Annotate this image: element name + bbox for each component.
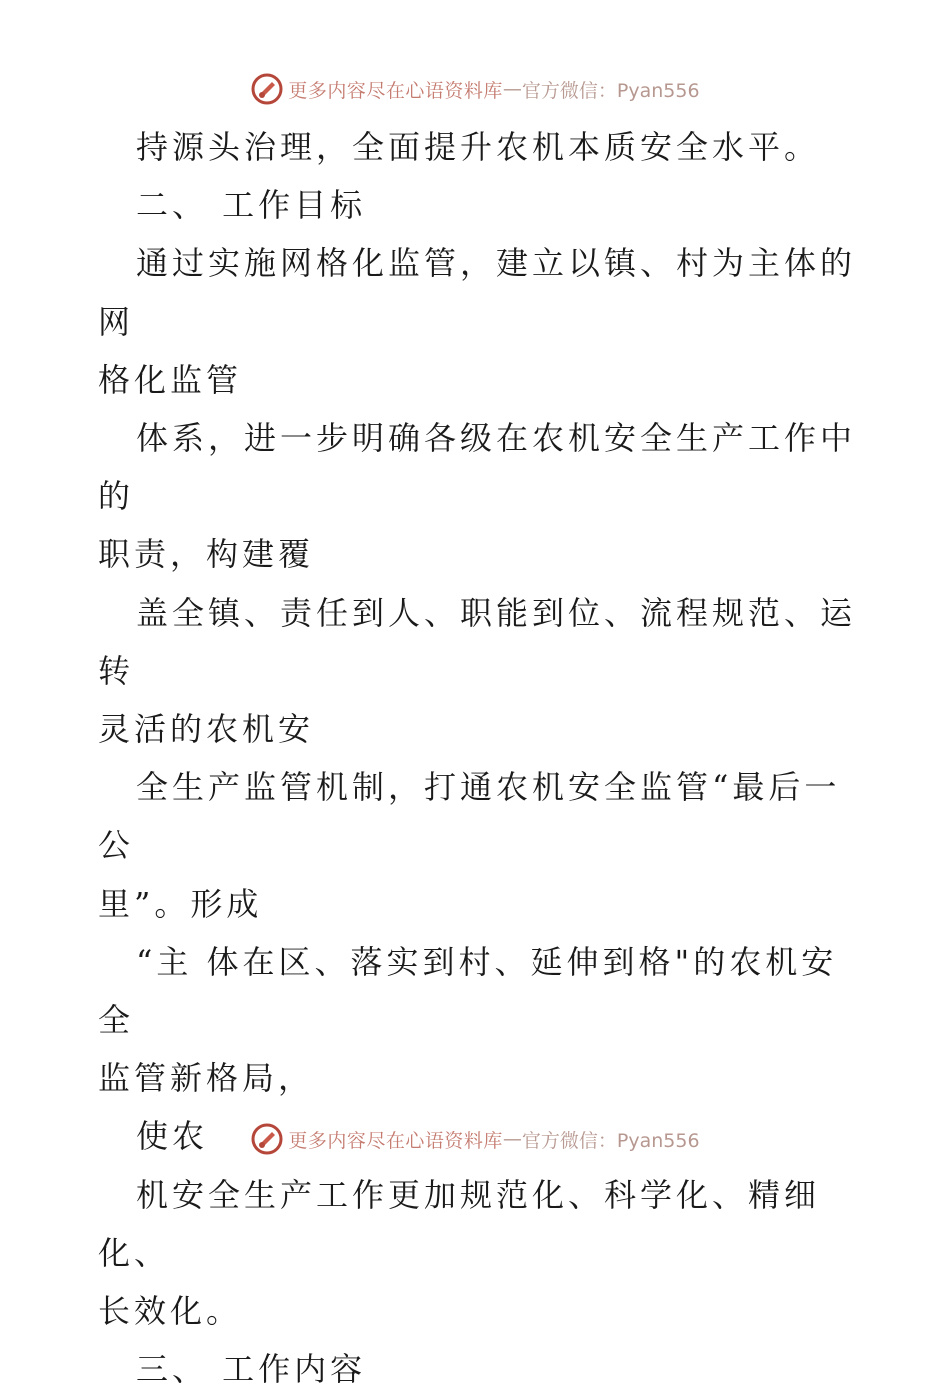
paragraph-line: 盖全镇、责任到人、职能到位、流程规范、运转 <box>98 593 857 690</box>
paragraph-line: 里”。形成 <box>98 884 263 923</box>
paragraph-line: 格化监管 <box>98 360 243 399</box>
paragraph-line: 体系，进一步明确各级在农机安全生产工作中的 <box>98 419 857 516</box>
watermark-separator: — <box>502 1128 522 1150</box>
watermark-text: 更多内容尽在心语资料库 <box>288 1129 503 1152</box>
header-watermark <box>0 72 950 106</box>
library-logo-icon <box>250 1122 284 1156</box>
watermark-contact: 官方微信：Pyan556 <box>521 79 700 102</box>
footer-watermark <box>0 1122 950 1156</box>
library-logo-icon <box>250 72 284 106</box>
paragraph-line: 机安全生产工作更加规范化、科学化、精细化、 <box>98 1175 821 1272</box>
paragraph-line: 持源头治理，全面提升农机本质安全水平。 <box>136 128 821 166</box>
watermark-text: 更多内容尽在心语资料库 <box>288 79 503 102</box>
section-heading: 三、 工作内容 <box>136 1350 367 1389</box>
paragraph-line: 全生产监管机制，打通农机安全监管“最后一公 <box>98 768 841 865</box>
paragraph-line: 灵活的农机安 <box>98 710 315 749</box>
paragraph-line: 职责，构建覆 <box>98 535 315 574</box>
paragraph-line: 长效化。 <box>98 1292 243 1331</box>
watermark-separator: — <box>502 78 522 100</box>
paragraph-line: 使农 <box>136 1117 209 1156</box>
paragraph-line: 监管新格局， <box>98 1059 315 1098</box>
document-body <box>98 118 858 1398</box>
section-heading: 二、 工作目标 <box>136 186 367 225</box>
watermark-contact: 官方微信：Pyan556 <box>521 1129 700 1152</box>
paragraph-line: 通过实施网格化监管，建立以镇、村为主体的网 <box>98 244 857 341</box>
paragraph-line: “主 体在区、落实到村、延伸到格"的农机安全 <box>98 942 838 1040</box>
